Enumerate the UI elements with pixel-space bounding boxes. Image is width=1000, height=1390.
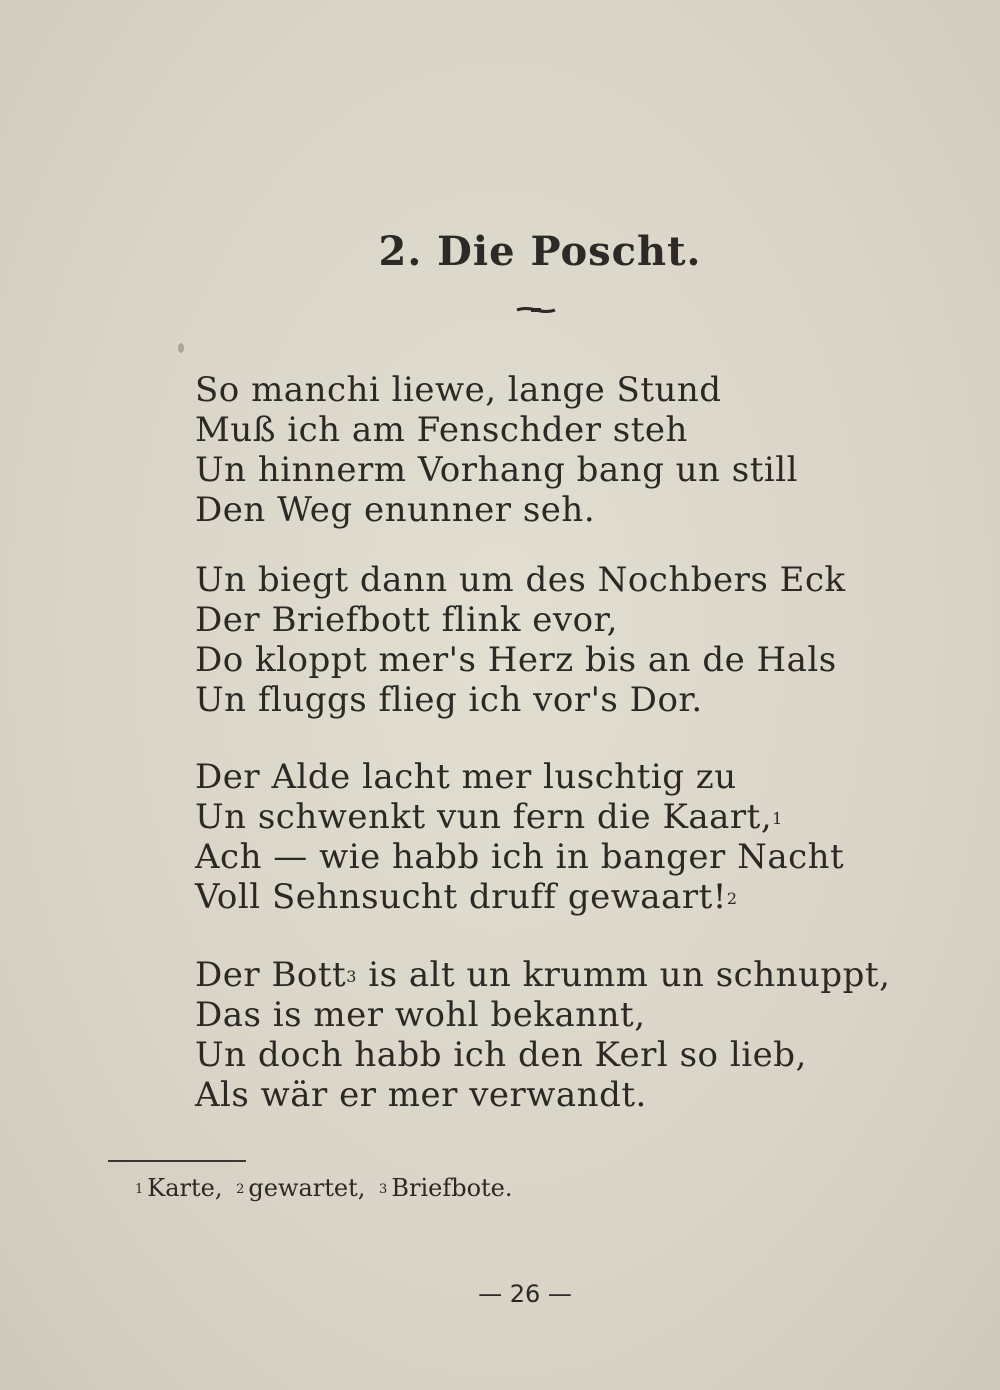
verse-line: Muß ich am Fenschder steh [195, 410, 688, 450]
verse-line: Un fluggs flieg ich vor's Dor. [195, 680, 703, 720]
footnote-rule [108, 1160, 246, 1162]
footnote-marker: 2 [726, 889, 738, 908]
stanza-2 [195, 560, 915, 720]
verse-line-text: Der Bott [195, 955, 347, 995]
page-number-text: — 26 — [478, 1280, 572, 1308]
footnote-text: Karte, [147, 1174, 223, 1202]
verse-line: So manchi liewe, lange Stund [195, 370, 722, 410]
stanza-1 [195, 370, 915, 530]
footnote-text: gewartet, [248, 1174, 366, 1202]
page-number [0, 1280, 1000, 1308]
footnotes [135, 1170, 513, 1206]
title-ornament [515, 306, 557, 314]
verse-line: Un hinnerm Vorhang bang un still [195, 450, 798, 490]
footnote-number: 1 [135, 1182, 144, 1197]
verse-line: Der Alde lacht mer luschtig zu [195, 757, 737, 797]
verse-line: Den Weg enunner seh. [195, 490, 596, 530]
footnote-number: 3 [379, 1182, 388, 1197]
footnote-number: 2 [236, 1182, 245, 1197]
footnote-marker: 3 [346, 967, 357, 986]
footnote-marker: 1 [772, 809, 783, 828]
footnote-text: Briefbote. [391, 1174, 513, 1202]
verse-line: Als wär er mer verwandt. [195, 1075, 647, 1115]
stanza-4 [195, 955, 915, 1115]
stanza-3 [195, 757, 915, 917]
verse-line: Ach — wie habb ich in banger Nacht [195, 837, 845, 877]
verse-line [195, 955, 915, 995]
verse-line: Do kloppt mer's Herz bis an de Hals [195, 640, 837, 680]
verse-line-text: is alt un krumm un schnuppt, [356, 955, 891, 995]
paper-speck [178, 343, 184, 353]
verse-line: Das is mer wohl bekannt, [195, 995, 646, 1035]
verse-line [195, 797, 915, 837]
verse-line: Der Briefbott flink evor, [195, 600, 618, 640]
poem-title-text: 2. Die Poscht. [378, 228, 702, 275]
verse-line: Un doch habb ich den Kerl so lieb, [195, 1035, 807, 1075]
poem-title [0, 228, 1000, 275]
verse-line: Un biegt dann um des Nochbers Eck [195, 560, 846, 600]
verse-line-text: Un schwenkt vun fern die Kaart, [195, 797, 773, 837]
verse-line [195, 877, 915, 917]
verse-line-text: Voll Sehnsucht druff gewaart! [195, 877, 727, 917]
